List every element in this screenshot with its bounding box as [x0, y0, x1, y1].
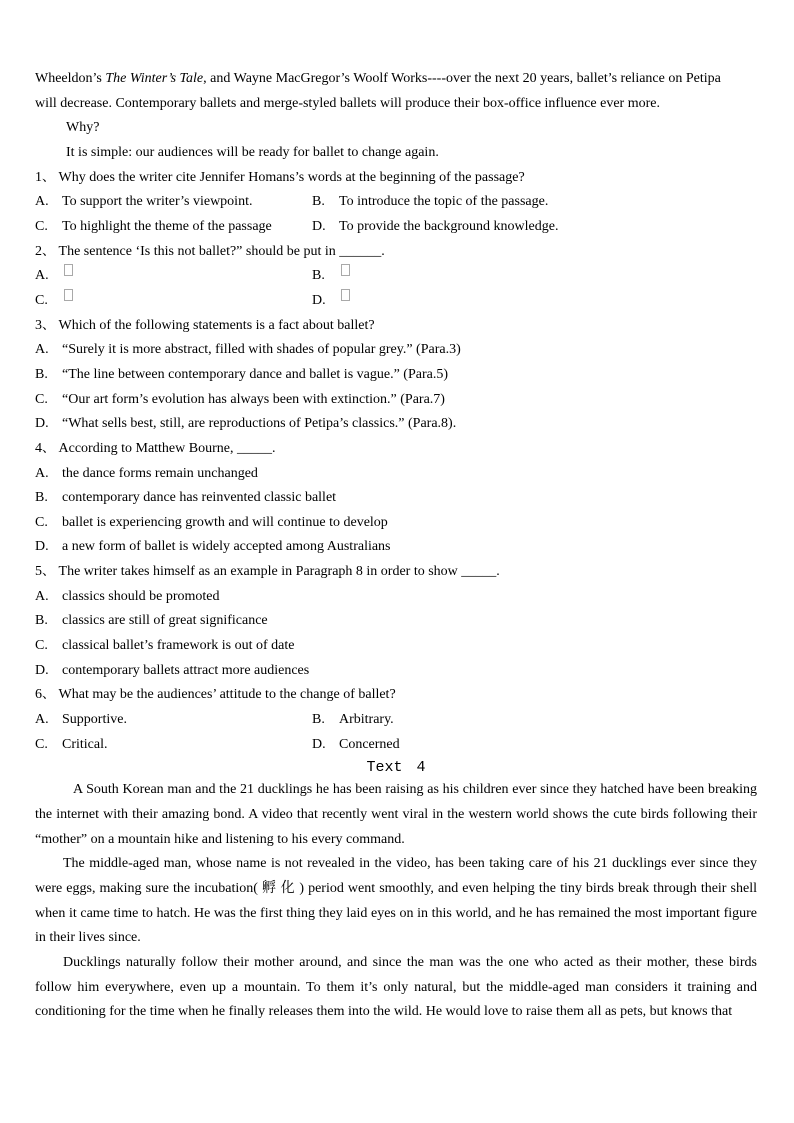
option-4c-text: ballet is experiencing growth and will continue to develop — [62, 514, 388, 530]
ideographic-comma: 、 — [42, 169, 56, 185]
question-6-text: What may be the audiences’ attitude to the change of ballet? — [58, 687, 396, 703]
option-4a — [35, 462, 757, 487]
question-4-number: 4、 — [35, 440, 56, 456]
passage-simple-line: It is simple: our audiences will be ready for ballet to change again. — [66, 144, 439, 160]
question-2-text: The sentence ‘Is this not ballet?” should be put in ______. — [58, 243, 385, 259]
question-2-stem — [35, 240, 757, 265]
missing-glyph-box — [341, 264, 350, 276]
option-1b-label: B. — [312, 194, 325, 210]
option-1a-text: To support the writer’s viewpoint. — [62, 194, 253, 210]
option-2b-label: B. — [312, 268, 325, 284]
question-1-options-row-2 — [35, 215, 757, 240]
option-6c-label: C. — [35, 736, 48, 752]
option-5a-label: A. — [35, 588, 49, 604]
question-4-text: According to Matthew Bourne, _____. — [58, 440, 276, 456]
option-3a-label: A. — [35, 342, 49, 358]
option-6d-text: Concerned — [339, 736, 400, 752]
option-4b — [35, 486, 757, 511]
question-6-options-row-2 — [35, 733, 757, 758]
question-2-options-row-2 — [35, 289, 757, 314]
question-2-options-row-1 — [35, 264, 757, 289]
passage-why-line: Why? — [66, 120, 100, 136]
option-5d-label: D. — [35, 662, 49, 678]
passage-line1-post: , and Wayne MacGregor’s Woolf Works----over the next 20 years, ballet’s reliance on Petipa — [203, 71, 721, 86]
option-3d — [35, 412, 757, 437]
option-4d-text: a new form of ballet is widely accepted among Australians — [62, 539, 391, 555]
option-6a-text: Supportive. — [62, 712, 127, 728]
option-6b-text: Arbitrary. — [339, 712, 394, 728]
text4-paragraph-2: The middle-aged man, whose name is not revealed in the video, has been taking care of his 21 ducklings ever since they were eggs, making sure the incubation( 孵 化 ) period went smoothly, and even helping the tiny birds break through their shell when it came time to hatch. He was the first thing they laid eyes on in this world, and he has remained the most important figure in their lives since. — [35, 856, 757, 946]
question-3-number: 3、 — [35, 317, 56, 333]
option-5c — [35, 634, 757, 659]
option-5c-label: C. — [35, 638, 48, 654]
text4-paragraph-3: Ducklings naturally follow their mother around, and since the man was the one who acted as their mother, these birds follow him everywhere, even up a mountain. To them it’s only natural, but the middle-aged man considers it training and conditioning for the time when he finally releases them into the wild. He would love to raise them all as pets, but knows that — [35, 954, 757, 1020]
option-1a — [35, 190, 312, 215]
ideographic-comma: 、 — [42, 687, 56, 703]
question-5-text: The writer takes himself as an example in Paragraph 8 in order to show _____. — [58, 564, 500, 580]
page-content — [35, 67, 757, 1025]
text4-paragraph-1: A South Korean man and the 21 ducklings he has been raising as his children ever since they hatched have been breaking the internet with their amazing bond. A video that recently went viral in the western world shows the cute birds following their “mother” on a mountain hike and listening to his every command. — [35, 782, 757, 847]
option-3b — [35, 363, 757, 388]
option-3a — [35, 338, 757, 363]
option-4c — [35, 511, 757, 536]
option-4c-label: C. — [35, 514, 48, 530]
option-3c — [35, 388, 757, 413]
option-5b-label: B. — [35, 613, 48, 629]
option-6c-text: Critical. — [62, 736, 108, 752]
option-2a-label: A. — [35, 268, 49, 284]
question-1-text: Why does the writer cite Jennifer Homans’s words at the beginning of the passage? — [58, 169, 525, 185]
option-2d — [312, 289, 350, 314]
option-3d-label: D. — [35, 416, 49, 432]
option-1c-text: To highlight the theme of the passage — [62, 218, 272, 234]
option-5d — [35, 659, 757, 684]
ideographic-comma: 、 — [42, 317, 56, 333]
question-5-stem — [35, 560, 757, 585]
ideographic-comma: 、 — [42, 440, 56, 456]
question-4-stem — [35, 437, 757, 462]
option-2a — [35, 264, 312, 289]
missing-glyph-box — [341, 289, 350, 301]
question-2-number: 2、 — [35, 243, 56, 259]
option-1c — [35, 215, 312, 240]
ideographic-comma: 、 — [42, 243, 56, 259]
missing-glyph-box — [64, 264, 73, 276]
option-1d-label: D. — [312, 218, 326, 234]
option-5b — [35, 609, 757, 634]
question-5-number: 5、 — [35, 564, 56, 580]
option-5d-text: contemporary ballets attract more audiences — [62, 662, 310, 678]
option-1d — [312, 215, 558, 240]
passage-line-1 — [35, 67, 757, 92]
option-6d — [312, 733, 400, 758]
option-5b-text: classics are still of great significance — [62, 613, 268, 629]
text4-heading: Text 4 — [366, 759, 426, 777]
option-4a-text: the dance forms remain unchanged — [62, 465, 258, 481]
option-6b — [312, 708, 394, 733]
option-5c-text: classical ballet’s framework is out of date — [62, 638, 295, 654]
question-1-stem — [35, 166, 757, 191]
option-4a-label: A. — [35, 465, 49, 481]
option-6c — [35, 733, 312, 758]
option-3c-label: C. — [35, 391, 48, 407]
option-3d-text: “What sells best, still, are reproductions of Petipa’s classics.” (Para.8). — [62, 416, 457, 432]
option-6a-label: A. — [35, 712, 49, 728]
option-3a-text: “Surely it is more abstract, filled with shades of popular grey.” (Para.3) — [62, 342, 461, 358]
option-6a — [35, 708, 312, 733]
option-2c-label: C. — [35, 292, 48, 308]
option-3b-text: “The line between contemporary dance and ballet is vague.” (Para.5) — [62, 366, 448, 382]
passage-line1-italic-title: The Winter’s Tale — [105, 71, 204, 86]
question-3-text: Which of the following statements is a fact about ballet? — [58, 317, 375, 333]
option-1a-label: A. — [35, 194, 49, 210]
option-1b — [312, 190, 548, 215]
option-2d-label: D. — [312, 292, 326, 308]
question-6-options-row-1 — [35, 708, 757, 733]
option-1d-text: To provide the background knowledge. — [339, 218, 559, 234]
missing-glyph-box — [64, 289, 73, 301]
option-2b — [312, 264, 350, 289]
option-1b-text: To introduce the topic of the passage. — [339, 194, 549, 210]
option-4d-label: D. — [35, 539, 49, 555]
option-5a — [35, 585, 757, 610]
option-6b-label: B. — [312, 712, 325, 728]
passage-line1-pre: Wheeldon’s — [35, 71, 106, 86]
option-6d-label: D. — [312, 736, 326, 752]
passage-line-2: will decrease. Contemporary ballets and merge-styled ballets will produce their box-office influence ever more. — [35, 95, 660, 111]
question-6-stem — [35, 683, 757, 708]
option-1c-label: C. — [35, 218, 48, 234]
option-2c — [35, 289, 312, 314]
option-5a-text: classics should be promoted — [62, 588, 220, 604]
option-3c-text: “Our art form’s evolution has always been with extinction.” (Para.7) — [62, 391, 445, 407]
question-6-number: 6、 — [35, 687, 56, 703]
option-4b-label: B. — [35, 490, 48, 506]
option-3b-label: B. — [35, 366, 48, 382]
option-4d — [35, 535, 757, 560]
option-4b-text: contemporary dance has reinvented classic ballet — [62, 490, 337, 506]
question-1-number: 1、 — [35, 169, 56, 185]
question-3-stem — [35, 314, 757, 339]
question-1-options-row-1 — [35, 190, 757, 215]
ideographic-comma: 、 — [42, 564, 56, 580]
